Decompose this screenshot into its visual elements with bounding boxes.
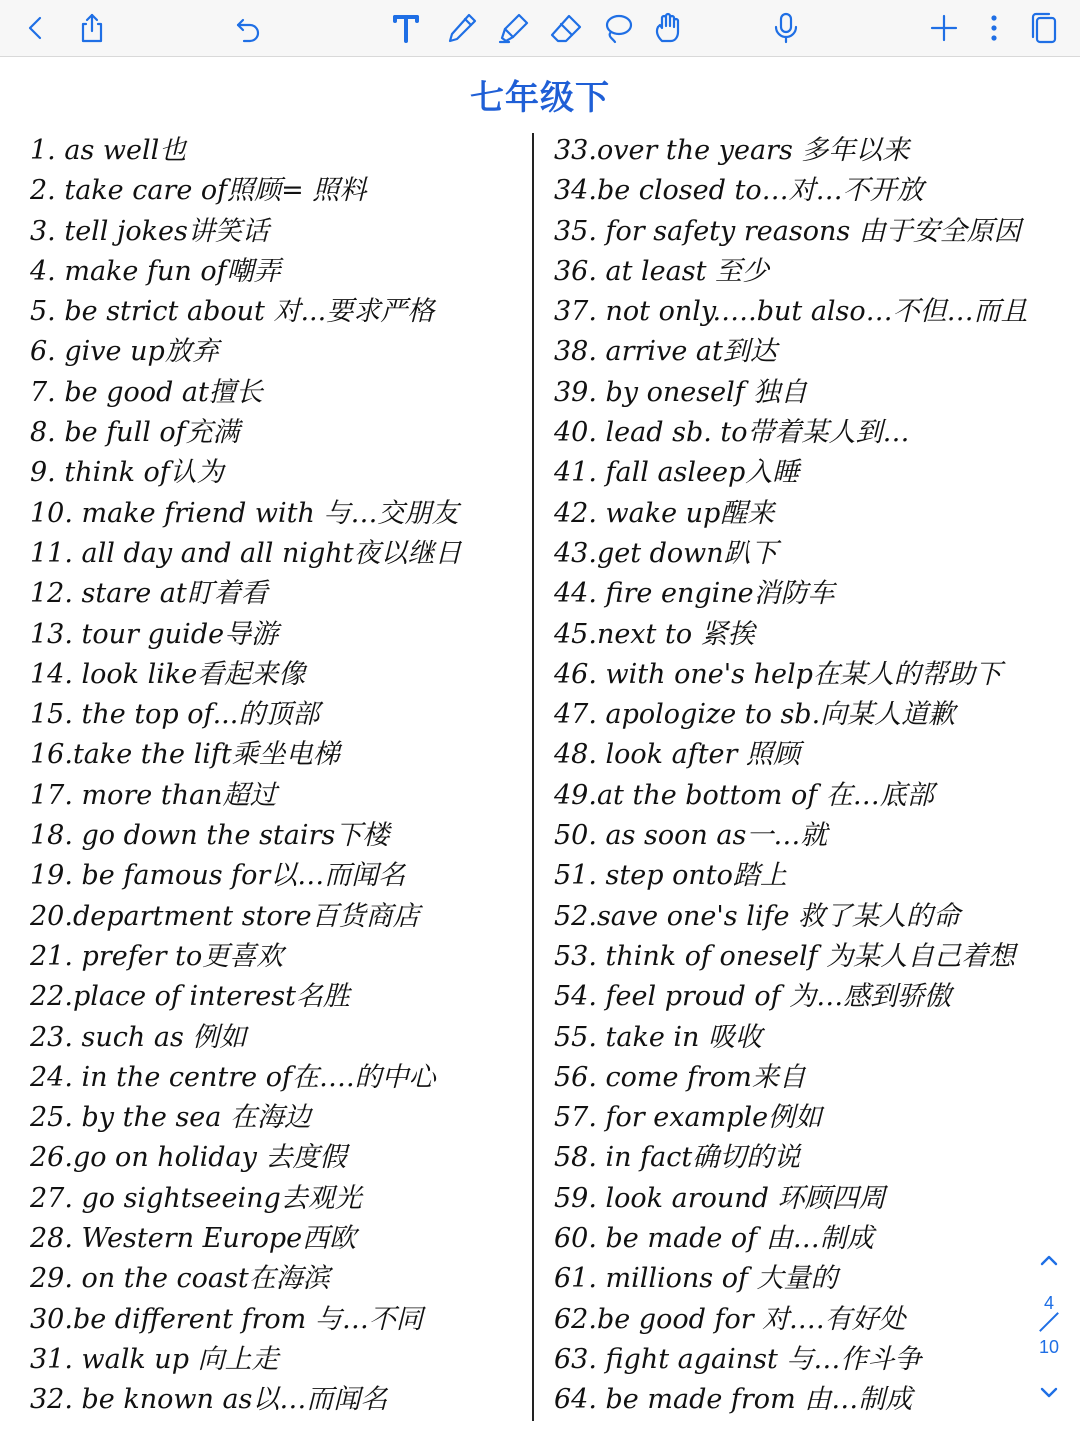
phrase-item: 27. go sightseeing去观光 (30, 1182, 362, 1214)
phrase-item: 2. take care of照顾= 照料 (30, 175, 367, 207)
phrase-item: 28. Western Europe西欧 (30, 1223, 357, 1255)
phrase-item: 43.get down趴下 (554, 537, 778, 569)
microphone-icon[interactable] (764, 6, 808, 50)
phrase-item: 54. feel proud of 为…感到骄傲 (554, 981, 952, 1013)
phrase-item: 15. the top of...的顶部 (30, 699, 320, 731)
phrase-item: 24. in the centre of在….的中心 (30, 1061, 436, 1093)
column-divider (532, 133, 534, 1421)
phrase-item: 42. wake up醒来 (554, 497, 775, 529)
chevron-down-icon[interactable] (1034, 1377, 1064, 1407)
phrase-item: 3. tell jokes讲笑话 (30, 215, 269, 247)
phrase-item: 50. as soon as一…就 (554, 820, 828, 852)
hand-icon[interactable] (646, 6, 690, 50)
phrase-item: 7. be good at擅长 (30, 376, 263, 408)
phrase-item: 8. be full of充满 (30, 417, 240, 449)
phrase-item: 46. with one's help在某人的帮助下 (554, 658, 1002, 690)
phrase-item: 23. such as 例如 (30, 1021, 247, 1053)
share-icon[interactable] (70, 6, 114, 50)
text-tool-icon[interactable] (384, 6, 428, 50)
phrase-item: 37. not only.….but also…不但…而且 (554, 296, 1028, 328)
undo-icon[interactable] (226, 6, 270, 50)
page-navigator (1024, 1245, 1074, 1415)
highlighter-icon[interactable] (492, 6, 536, 50)
phrase-item: 44. fire engine消防车 (554, 578, 835, 610)
phrase-item: 59. look around 环顾四周 (554, 1182, 886, 1214)
phrase-item: 61. millions of 大量的 (554, 1263, 838, 1295)
chevron-left-icon[interactable] (14, 6, 58, 50)
page-separator (1039, 1312, 1059, 1332)
phrase-item: 29. on the coast在海滨 (30, 1263, 330, 1295)
phrase-item: 63. fight against 与…作斗争 (554, 1343, 922, 1375)
right-column (554, 131, 1074, 1421)
toolbar (0, 0, 1080, 57)
phrase-item: 18. go down the stairs下楼 (30, 820, 390, 852)
phrase-item: 21. prefer to更喜欢 (30, 940, 284, 972)
phrase-item: 25. by the sea 在海边 (30, 1102, 311, 1134)
total-pages: 10 (1038, 1337, 1060, 1357)
phrase-item: 56. come from来自 (554, 1061, 806, 1093)
left-column (30, 131, 525, 1421)
phrase-item: 41. fall asleep入睡 (554, 457, 800, 489)
phrase-item: 30.be different from 与…不同 (30, 1303, 423, 1335)
more-icon[interactable] (972, 6, 1016, 50)
phrase-item: 20.department store百货商店 (30, 900, 420, 932)
eraser-icon[interactable] (544, 6, 588, 50)
phrase-item: 53. think of oneself 为某人自己着想 (554, 940, 1016, 972)
phrase-item: 17. more than超过 (30, 779, 277, 811)
page-title: 七年级下 (470, 78, 610, 118)
phrase-item: 26.go on holiday 去度假 (30, 1142, 347, 1174)
phrase-item: 32. be known as以…而闻名 (30, 1384, 388, 1416)
phrase-item: 58. in fact确切的说 (554, 1142, 801, 1174)
phrase-item: 22.place of interest名胜 (30, 981, 350, 1013)
phrase-item: 45.next to 紧挨 (554, 618, 755, 650)
phrase-item: 14. look like看起来像 (30, 658, 306, 690)
pen-icon[interactable] (440, 6, 484, 50)
add-icon[interactable] (922, 6, 966, 50)
phrase-item: 40. lead sb. to带着某人到… (554, 417, 910, 449)
phrase-item: 34.be closed to…对…不开放 (554, 175, 924, 207)
phrase-item: 31. walk up 向上走 (30, 1343, 279, 1375)
phrase-item: 1. as well也 (30, 135, 187, 166)
phrase-item: 47. apologize to sb.向某人道歉 (554, 699, 956, 731)
phrase-item: 52.save one's life 救了某人的命 (554, 900, 961, 932)
phrase-item: 39. by oneself 独自 (554, 376, 808, 408)
phrase-item: 60. be made of 由…制成 (554, 1223, 874, 1255)
phrase-item: 64. be made from 由…制成 (554, 1384, 913, 1416)
phrase-item: 10. make friend with 与…交朋友 (30, 497, 459, 529)
phrase-item: 55. take in 吸收 (554, 1021, 762, 1053)
phrase-item: 36. at least 至少 (554, 255, 770, 287)
phrase-item: 48. look after 照顾 (554, 739, 801, 771)
pages-icon[interactable] (1022, 6, 1066, 50)
phrase-item: 33.over the years 多年以来 (554, 135, 910, 166)
phrase-item: 11. all day and all night夜以继日 (30, 537, 462, 569)
phrase-item: 35. for safety reasons 由于安全原因 (554, 215, 1021, 247)
phrase-item: 9. think of认为 (30, 457, 224, 489)
phrase-item: 13. tour guide导游 (30, 618, 279, 650)
phrase-item: 49.at the bottom of 在…底部 (554, 779, 934, 811)
phrase-item: 4. make fun of嘲弄 (30, 255, 281, 287)
phrase-item: 38. arrive at到达 (554, 336, 777, 368)
phrase-item: 57. for example例如 (554, 1102, 823, 1134)
phrase-item: 5. be strict about 对...要求严格 (30, 296, 435, 328)
phrase-item: 51. step onto踏上 (554, 860, 787, 892)
phrase-item: 12. stare at盯着看 (30, 578, 268, 610)
phrase-item: 19. be famous for以…而闻名 (30, 860, 406, 892)
current-page: 4 (1043, 1293, 1054, 1313)
lasso-icon[interactable] (596, 6, 640, 50)
phrase-item: 6. give up放弃 (30, 336, 219, 368)
phrase-item: 16.take the lift乘坐电梯 (30, 739, 340, 771)
chevron-up-icon[interactable] (1034, 1245, 1064, 1275)
phrase-item: 62.be good for 对.…有好处 (554, 1303, 906, 1335)
